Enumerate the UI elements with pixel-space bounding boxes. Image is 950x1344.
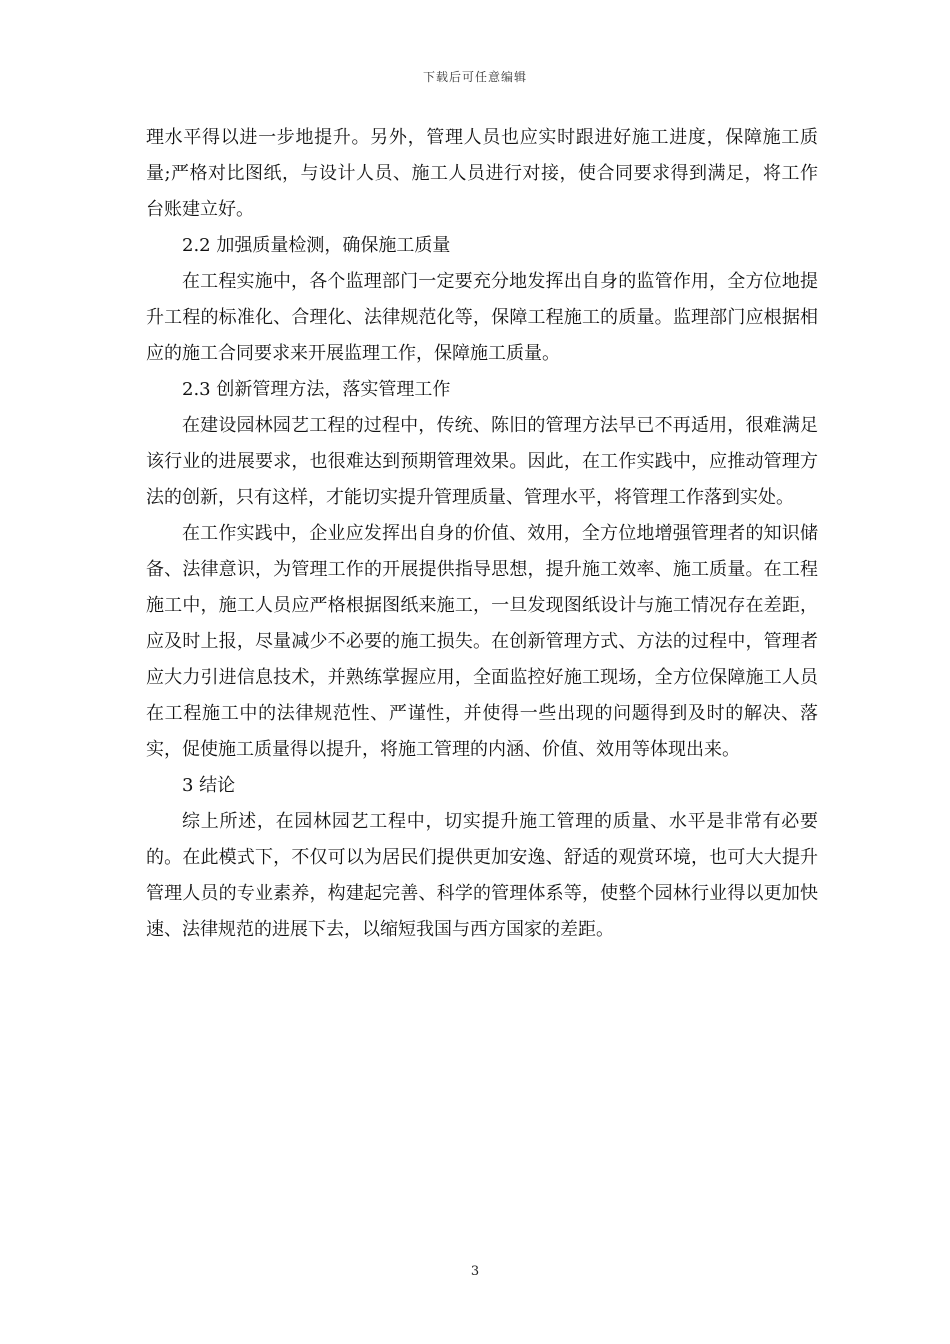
document-body	[146, 120, 818, 948]
page-number: 3	[470, 1264, 480, 1279]
paragraph: 在建设园林园艺工程的过程中，传统、陈旧的管理方法早已不再适用，很难满足该行业的进展要求，也很难达到预期管理效果。因此，在工作实践中，应推动管理方法的创新，只有这样，才能切实提升管理质量、管理水平，将管理工作落到实处。	[146, 415, 818, 508]
page-header: 下载后可任意编辑	[422, 70, 527, 84]
paragraph-continuation: 理水平得以进一步地提升。另外，管理人员也应实时跟进好施工进度，保障施工质量;严格对比图纸，与设计人员、施工人员进行对接，使合同要求得到满足，将工作台账建立好。	[146, 127, 818, 220]
section-heading-2-3: 2.3 创新管理方法，落实管理工作	[182, 379, 451, 400]
paragraph: 在工作实践中，企业应发挥出自身的价值、效用，全方位地增强管理者的知识储备、法律意识，为管理工作的开展提供指导思想，提升施工效率、施工质量。在工程施工中，施工人员应严格根据图纸来施工，一旦发现图纸设计与施工情况存在差距，应及时上报，尽量减少不必要的施工损失。在创新管理方式、方法的过程中，管理者应大力引进信息技术，并熟练掌握应用，全面监控好施工现场，全方位保障施工人员在工程施工中的法律规范性、严谨性，并使得一些出现的问题得到及时的解决、落实，促使施工质量得以提升，将施工管理的内涵、价值、效用等体现出来。	[146, 523, 818, 760]
section-heading-3: 3 结论	[182, 775, 236, 796]
paragraph: 综上所述，在园林园艺工程中，切实提升施工管理的质量、水平是非常有必要的。在此模式下，不仅可以为居民们提供更加安逸、舒适的观赏环境，也可大大提升管理人员的专业素养，构建起完善、科学的管理体系等，使整个园林行业得以更加快速、法律规范的进展下去，以缩短我国与西方国家的差距。	[146, 811, 818, 940]
section-heading-2-2: 2.2 加强质量检测，确保施工质量	[182, 235, 451, 256]
paragraph: 在工程实施中，各个监理部门一定要充分地发挥出自身的监管作用，全方位地提升工程的标准化、合理化、法律规范化等，保障工程施工的质量。监理部门应根据相应的施工合同要求来开展监理工作，保障施工质量。	[146, 271, 818, 364]
